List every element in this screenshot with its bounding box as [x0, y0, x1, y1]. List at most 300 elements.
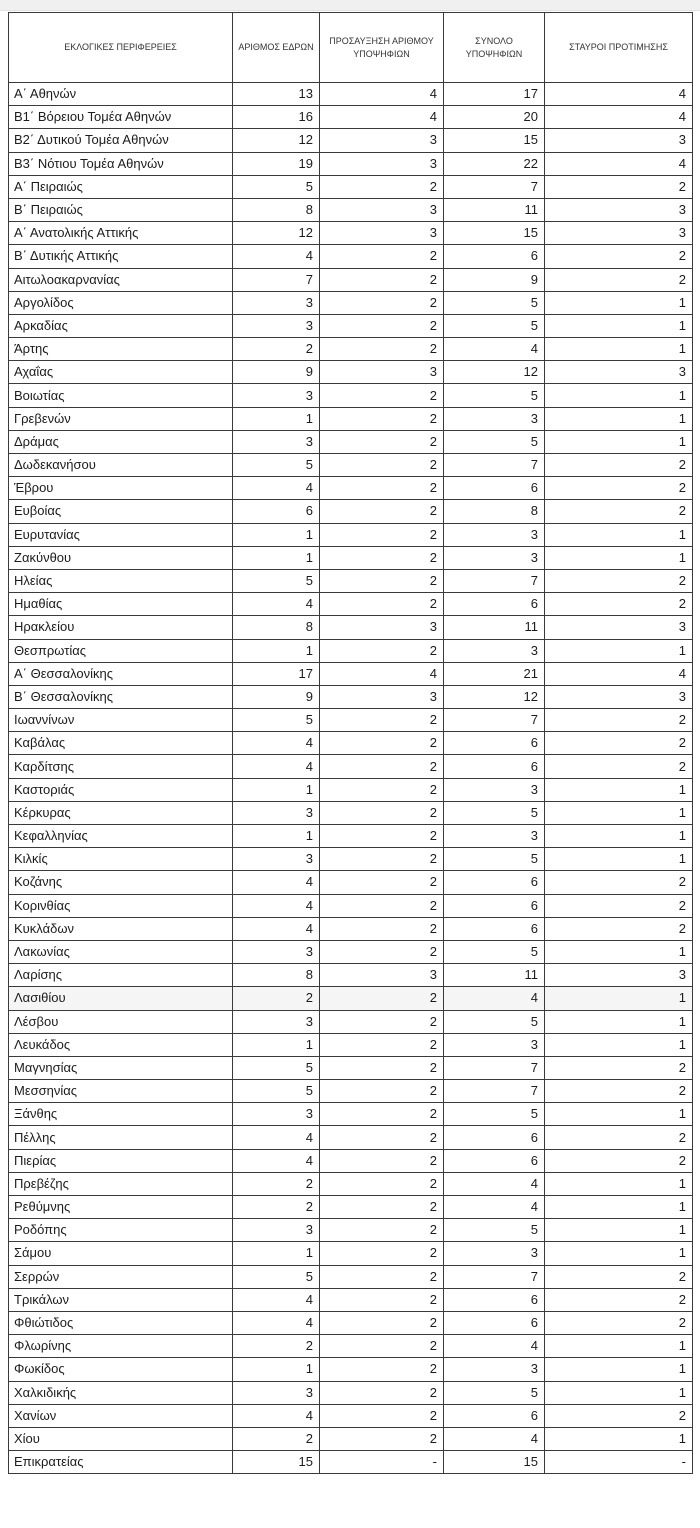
preference-votes-cell: 2 [545, 1126, 693, 1149]
total-candidates-cell: 6 [444, 732, 545, 755]
preference-votes-cell: 2 [545, 175, 693, 198]
candidate-increase-cell: 3 [320, 222, 444, 245]
district-name-cell: Ιωαννίνων [9, 709, 233, 732]
table-row [9, 964, 693, 987]
candidate-increase-cell: 2 [320, 1010, 444, 1033]
table-row [9, 407, 693, 430]
candidate-increase-cell: 2 [320, 1404, 444, 1427]
total-candidates-cell: 6 [444, 1311, 545, 1334]
table-row [9, 1172, 693, 1195]
district-name-cell: Χανίων [9, 1404, 233, 1427]
seats-cell: 9 [233, 361, 320, 384]
candidate-increase-cell: 2 [320, 314, 444, 337]
table-row [9, 430, 693, 453]
total-candidates-cell: 7 [444, 1056, 545, 1079]
candidate-increase-cell: 2 [320, 778, 444, 801]
table-row [9, 222, 693, 245]
seats-cell: 16 [233, 106, 320, 129]
seats-cell: 2 [233, 1427, 320, 1450]
candidate-increase-cell: 2 [320, 1427, 444, 1450]
preference-votes-cell: 3 [545, 361, 693, 384]
total-candidates-cell: 4 [444, 987, 545, 1010]
preference-votes-cell: 1 [545, 848, 693, 871]
district-name-cell: Καρδίτσης [9, 755, 233, 778]
total-candidates-cell: 5 [444, 1103, 545, 1126]
candidate-increase-cell: 2 [320, 917, 444, 940]
seats-cell: 4 [233, 593, 320, 616]
total-candidates-cell: 6 [444, 894, 545, 917]
table-row [9, 732, 693, 755]
header-total-candidates: ΣΥΝΟΛΟ ΥΠΟΨΗΦΙΩΝ [444, 13, 545, 83]
total-candidates-cell: 3 [444, 1242, 545, 1265]
candidate-increase-cell: 2 [320, 755, 444, 778]
district-name-cell: Β΄ Δυτικής Αττικής [9, 245, 233, 268]
table-row [9, 268, 693, 291]
total-candidates-cell: 3 [444, 1358, 545, 1381]
district-name-cell: Σερρών [9, 1265, 233, 1288]
seats-cell: 2 [233, 1196, 320, 1219]
seats-cell: 5 [233, 454, 320, 477]
seats-cell: 1 [233, 523, 320, 546]
preference-votes-cell: 2 [545, 894, 693, 917]
preference-votes-cell: 1 [545, 546, 693, 569]
total-candidates-cell: 6 [444, 1404, 545, 1427]
candidate-increase-cell: 2 [320, 268, 444, 291]
seats-cell: 3 [233, 430, 320, 453]
candidate-increase-cell: 2 [320, 1149, 444, 1172]
seats-cell: 12 [233, 129, 320, 152]
table-row [9, 1196, 693, 1219]
candidate-increase-cell: 2 [320, 709, 444, 732]
table-row [9, 871, 693, 894]
preference-votes-cell: 3 [545, 964, 693, 987]
table-row [9, 1149, 693, 1172]
table-row [9, 477, 693, 500]
preference-votes-cell: 2 [545, 245, 693, 268]
table-row [9, 314, 693, 337]
seats-cell: 3 [233, 848, 320, 871]
preference-votes-cell: 3 [545, 198, 693, 221]
preference-votes-cell: 4 [545, 662, 693, 685]
candidate-increase-cell: 2 [320, 1219, 444, 1242]
district-name-cell: Ηλείας [9, 569, 233, 592]
candidate-increase-cell: 2 [320, 1381, 444, 1404]
table-row [9, 1219, 693, 1242]
candidate-increase-cell: 2 [320, 291, 444, 314]
table-row [9, 198, 693, 221]
total-candidates-cell: 6 [444, 755, 545, 778]
table-row [9, 175, 693, 198]
table-row [9, 83, 693, 106]
seats-cell: 4 [233, 917, 320, 940]
preference-votes-cell: 2 [545, 1404, 693, 1427]
preference-votes-cell: 2 [545, 755, 693, 778]
district-name-cell: Αιτωλοακαρνανίας [9, 268, 233, 291]
table-row [9, 1033, 693, 1056]
district-name-cell: Ζακύνθου [9, 546, 233, 569]
candidate-increase-cell: 2 [320, 732, 444, 755]
district-name-cell: Ροδόπης [9, 1219, 233, 1242]
header-row [9, 13, 693, 83]
candidate-increase-cell: 2 [320, 871, 444, 894]
candidate-increase-cell: 3 [320, 361, 444, 384]
candidate-increase-cell: 4 [320, 83, 444, 106]
candidate-increase-cell: 4 [320, 106, 444, 129]
district-name-cell: Φωκίδος [9, 1358, 233, 1381]
seats-cell: 4 [233, 755, 320, 778]
seats-cell: 3 [233, 801, 320, 824]
total-candidates-cell: 9 [444, 268, 545, 291]
total-candidates-cell: 15 [444, 1451, 545, 1474]
total-candidates-cell: 6 [444, 871, 545, 894]
table-row [9, 917, 693, 940]
preference-votes-cell: 2 [545, 1311, 693, 1334]
candidate-increase-cell: 2 [320, 1126, 444, 1149]
total-candidates-cell: 17 [444, 83, 545, 106]
total-candidates-cell: 7 [444, 569, 545, 592]
preference-votes-cell: 1 [545, 1381, 693, 1404]
table-row [9, 1288, 693, 1311]
preference-votes-cell: 1 [545, 291, 693, 314]
preference-votes-cell: 2 [545, 709, 693, 732]
seats-cell: 3 [233, 1219, 320, 1242]
district-name-cell: Αργολίδος [9, 291, 233, 314]
preference-votes-cell: 4 [545, 83, 693, 106]
header-preference-votes: ΣΤΑΥΡΟΙ ΠΡΟΤΙΜΗΣΗΣ [545, 13, 693, 83]
preference-votes-cell: 2 [545, 454, 693, 477]
seats-cell: 19 [233, 152, 320, 175]
candidate-increase-cell: 2 [320, 1033, 444, 1056]
seats-cell: 8 [233, 616, 320, 639]
total-candidates-cell: 20 [444, 106, 545, 129]
district-name-cell: Κέρκυρας [9, 801, 233, 824]
total-candidates-cell: 3 [444, 1033, 545, 1056]
table-row [9, 801, 693, 824]
district-name-cell: Φλωρίνης [9, 1335, 233, 1358]
preference-votes-cell: 3 [545, 222, 693, 245]
seats-cell: 5 [233, 1080, 320, 1103]
candidate-increase-cell: 2 [320, 1103, 444, 1126]
candidate-increase-cell: 3 [320, 198, 444, 221]
total-candidates-cell: 3 [444, 523, 545, 546]
total-candidates-cell: 7 [444, 175, 545, 198]
table-row [9, 500, 693, 523]
seats-cell: 7 [233, 268, 320, 291]
district-name-cell: Β΄ Πειραιώς [9, 198, 233, 221]
candidate-increase-cell: 3 [320, 685, 444, 708]
seats-cell: 4 [233, 871, 320, 894]
preference-votes-cell: 3 [545, 616, 693, 639]
table-row [9, 1404, 693, 1427]
table-row [9, 546, 693, 569]
candidate-increase-cell: 2 [320, 454, 444, 477]
seats-cell: 1 [233, 1033, 320, 1056]
header-candidate-increase: ΠΡΟΣΑΥΞΗΣΗ ΑΡΙΘΜΟΥ ΥΠΟΨΗΦΙΩΝ [320, 13, 444, 83]
preference-votes-cell: 1 [545, 778, 693, 801]
table-row [9, 593, 693, 616]
total-candidates-cell: 15 [444, 129, 545, 152]
header-seats: ΑΡΙΘΜΟΣ ΕΔΡΩΝ [233, 13, 320, 83]
seats-cell: 3 [233, 1010, 320, 1033]
preference-votes-cell: - [545, 1451, 693, 1474]
district-name-cell: Α΄ Πειραιώς [9, 175, 233, 198]
table-row [9, 894, 693, 917]
candidate-increase-cell: 4 [320, 662, 444, 685]
district-name-cell: Λέσβου [9, 1010, 233, 1033]
seats-cell: 6 [233, 500, 320, 523]
district-name-cell: Σάμου [9, 1242, 233, 1265]
table-row [9, 1126, 693, 1149]
table-row [9, 1010, 693, 1033]
total-candidates-cell: 5 [444, 430, 545, 453]
total-candidates-cell: 6 [444, 477, 545, 500]
preference-votes-cell: 1 [545, 987, 693, 1010]
seats-cell: 4 [233, 1311, 320, 1334]
total-candidates-cell: 4 [444, 1172, 545, 1195]
seats-cell: 3 [233, 291, 320, 314]
district-name-cell: Γρεβενών [9, 407, 233, 430]
preference-votes-cell: 2 [545, 1288, 693, 1311]
total-candidates-cell: 6 [444, 1288, 545, 1311]
table-row [9, 1451, 693, 1474]
table-row [9, 569, 693, 592]
candidate-increase-cell: 2 [320, 245, 444, 268]
table-row [9, 361, 693, 384]
district-name-cell: Μαγνησίας [9, 1056, 233, 1079]
district-name-cell: Βοιωτίας [9, 384, 233, 407]
top-bar [0, 0, 700, 11]
candidate-increase-cell: 2 [320, 1080, 444, 1103]
candidate-increase-cell: 2 [320, 848, 444, 871]
candidate-increase-cell: 3 [320, 616, 444, 639]
seats-cell: 3 [233, 384, 320, 407]
seats-cell: 3 [233, 940, 320, 963]
seats-cell: 3 [233, 1381, 320, 1404]
table-row [9, 129, 693, 152]
preference-votes-cell: 1 [545, 1219, 693, 1242]
total-candidates-cell: 5 [444, 291, 545, 314]
district-name-cell: Λευκάδος [9, 1033, 233, 1056]
preference-votes-cell: 4 [545, 106, 693, 129]
table-row [9, 1080, 693, 1103]
seats-cell: 5 [233, 1056, 320, 1079]
total-candidates-cell: 5 [444, 848, 545, 871]
candidate-increase-cell: 2 [320, 1288, 444, 1311]
district-name-cell: Ρεθύμνης [9, 1196, 233, 1219]
table-row [9, 454, 693, 477]
district-name-cell: Κοζάνης [9, 871, 233, 894]
seats-cell: 8 [233, 964, 320, 987]
seats-cell: 1 [233, 778, 320, 801]
district-name-cell: Αχαΐας [9, 361, 233, 384]
seats-cell: 5 [233, 709, 320, 732]
total-candidates-cell: 7 [444, 1265, 545, 1288]
candidate-increase-cell: 2 [320, 569, 444, 592]
table-row [9, 291, 693, 314]
total-candidates-cell: 6 [444, 1149, 545, 1172]
total-candidates-cell: 15 [444, 222, 545, 245]
seats-cell: 5 [233, 175, 320, 198]
table-row [9, 662, 693, 685]
seats-cell: 5 [233, 1265, 320, 1288]
candidate-increase-cell: 2 [320, 1358, 444, 1381]
candidate-increase-cell: - [320, 1451, 444, 1474]
preference-votes-cell: 1 [545, 407, 693, 430]
district-name-cell: Καστοριάς [9, 778, 233, 801]
preference-votes-cell: 1 [545, 384, 693, 407]
seats-cell: 4 [233, 732, 320, 755]
candidate-increase-cell: 2 [320, 1172, 444, 1195]
table-row [9, 940, 693, 963]
preference-votes-cell: 1 [545, 1427, 693, 1450]
district-name-cell: Χαλκιδικής [9, 1381, 233, 1404]
district-name-cell: Κιλκίς [9, 848, 233, 871]
total-candidates-cell: 8 [444, 500, 545, 523]
candidate-increase-cell: 2 [320, 430, 444, 453]
candidate-increase-cell: 2 [320, 593, 444, 616]
seats-cell: 15 [233, 1451, 320, 1474]
seats-cell: 17 [233, 662, 320, 685]
district-name-cell: Πιερίας [9, 1149, 233, 1172]
preference-votes-cell: 1 [545, 1196, 693, 1219]
preference-votes-cell: 2 [545, 1080, 693, 1103]
total-candidates-cell: 7 [444, 454, 545, 477]
total-candidates-cell: 7 [444, 709, 545, 732]
candidate-increase-cell: 2 [320, 407, 444, 430]
preference-votes-cell: 1 [545, 1010, 693, 1033]
total-candidates-cell: 5 [444, 384, 545, 407]
preference-votes-cell: 2 [545, 477, 693, 500]
district-name-cell: Φθιώτιδος [9, 1311, 233, 1334]
preference-votes-cell: 1 [545, 1172, 693, 1195]
table-row [9, 1381, 693, 1404]
preference-votes-cell: 1 [545, 1358, 693, 1381]
preference-votes-cell: 2 [545, 871, 693, 894]
district-name-cell: Ημαθίας [9, 593, 233, 616]
candidate-increase-cell: 2 [320, 384, 444, 407]
seats-cell: 4 [233, 245, 320, 268]
total-candidates-cell: 4 [444, 338, 545, 361]
candidate-increase-cell: 2 [320, 1242, 444, 1265]
total-candidates-cell: 4 [444, 1335, 545, 1358]
total-candidates-cell: 6 [444, 593, 545, 616]
total-candidates-cell: 3 [444, 407, 545, 430]
table-row [9, 106, 693, 129]
table-row [9, 709, 693, 732]
district-name-cell: Τρικάλων [9, 1288, 233, 1311]
preference-votes-cell: 1 [545, 639, 693, 662]
seats-cell: 2 [233, 1172, 320, 1195]
total-candidates-cell: 4 [444, 1196, 545, 1219]
table-row [9, 685, 693, 708]
candidate-increase-cell: 2 [320, 1265, 444, 1288]
district-name-cell: Κορινθίας [9, 894, 233, 917]
seats-cell: 4 [233, 1288, 320, 1311]
total-candidates-cell: 12 [444, 361, 545, 384]
district-name-cell: Β΄ Θεσσαλονίκης [9, 685, 233, 708]
header-districts: ΕΚΛΟΓΙΚΕΣ ΠΕΡΙΦΕΡΕΙΕΣ [9, 13, 233, 83]
preference-votes-cell: 1 [545, 314, 693, 337]
total-candidates-cell: 3 [444, 639, 545, 662]
total-candidates-cell: 6 [444, 245, 545, 268]
seats-cell: 5 [233, 569, 320, 592]
seats-cell: 9 [233, 685, 320, 708]
total-candidates-cell: 11 [444, 964, 545, 987]
district-name-cell: Ευβοίας [9, 500, 233, 523]
district-name-cell: Κυκλάδων [9, 917, 233, 940]
total-candidates-cell: 6 [444, 1126, 545, 1149]
total-candidates-cell: 5 [444, 314, 545, 337]
candidate-increase-cell: 2 [320, 523, 444, 546]
candidate-increase-cell: 2 [320, 338, 444, 361]
table-row [9, 1427, 693, 1450]
district-name-cell: Λακωνίας [9, 940, 233, 963]
candidate-increase-cell: 2 [320, 1196, 444, 1219]
candidate-increase-cell: 2 [320, 175, 444, 198]
preference-votes-cell: 2 [545, 569, 693, 592]
candidate-increase-cell: 2 [320, 987, 444, 1010]
total-candidates-cell: 22 [444, 152, 545, 175]
table-row [9, 848, 693, 871]
total-candidates-cell: 11 [444, 198, 545, 221]
preference-votes-cell: 1 [545, 1033, 693, 1056]
preference-votes-cell: 2 [545, 268, 693, 291]
seats-cell: 1 [233, 1242, 320, 1265]
table-row [9, 1265, 693, 1288]
candidate-increase-cell: 2 [320, 500, 444, 523]
preference-votes-cell: 2 [545, 1265, 693, 1288]
seats-cell: 1 [233, 1358, 320, 1381]
preference-votes-cell: 1 [545, 338, 693, 361]
table-row [9, 152, 693, 175]
candidate-increase-cell: 2 [320, 1311, 444, 1334]
district-name-cell: Καβάλας [9, 732, 233, 755]
preference-votes-cell: 1 [545, 940, 693, 963]
preference-votes-cell: 1 [545, 1103, 693, 1126]
district-name-cell: Πρεβέζης [9, 1172, 233, 1195]
district-name-cell: Άρτης [9, 338, 233, 361]
district-name-cell: Μεσσηνίας [9, 1080, 233, 1103]
table-row [9, 825, 693, 848]
total-candidates-cell: 3 [444, 825, 545, 848]
seats-cell: 4 [233, 1404, 320, 1427]
table-row [9, 338, 693, 361]
total-candidates-cell: 6 [444, 917, 545, 940]
district-name-cell: Χίου [9, 1427, 233, 1450]
seats-cell: 2 [233, 987, 320, 1010]
candidate-increase-cell: 3 [320, 964, 444, 987]
preference-votes-cell: 3 [545, 685, 693, 708]
table-row [9, 616, 693, 639]
district-name-cell: Α΄ Ανατολικής Αττικής [9, 222, 233, 245]
district-name-cell: Ηρακλείου [9, 616, 233, 639]
district-name-cell: Κεφαλληνίας [9, 825, 233, 848]
table-row [9, 1056, 693, 1079]
total-candidates-cell: 4 [444, 1427, 545, 1450]
seats-cell: 4 [233, 1126, 320, 1149]
preference-votes-cell: 2 [545, 732, 693, 755]
total-candidates-cell: 5 [444, 1381, 545, 1404]
table-row [9, 639, 693, 662]
total-candidates-cell: 21 [444, 662, 545, 685]
table-row [9, 1242, 693, 1265]
district-name-cell: Αρκαδίας [9, 314, 233, 337]
district-name-cell: Ξάνθης [9, 1103, 233, 1126]
total-candidates-cell: 5 [444, 1219, 545, 1242]
preference-votes-cell: 2 [545, 917, 693, 940]
table-row [9, 778, 693, 801]
table-row [9, 1358, 693, 1381]
